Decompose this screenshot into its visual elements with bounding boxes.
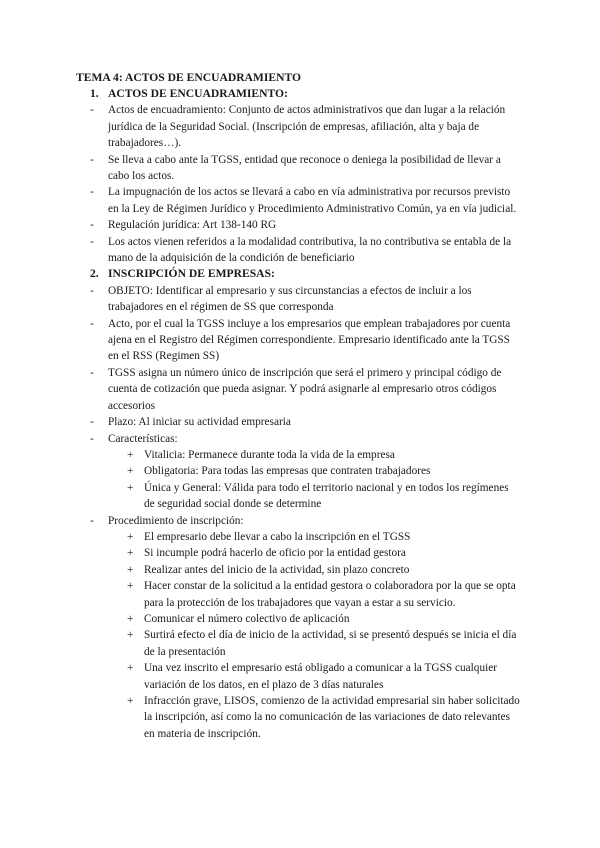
sub-list-item-text: Obligatoria: Para todas las empresas que contraten trabajadores xyxy=(144,465,431,478)
list-item-text: Plazo: Al iniciar su actividad empresaria xyxy=(108,416,291,429)
list-item xyxy=(0,102,520,151)
list-item-text: Se lleva a cabo ante la TGSS, entidad que reconoce o deniega la posibilidad de llevar a cabo los actos. xyxy=(108,153,501,183)
section-number: 1. xyxy=(90,87,99,100)
bullet-dash: - xyxy=(90,219,94,232)
section-heading xyxy=(0,86,600,102)
bullet-plus: + xyxy=(127,662,134,675)
sub-list-item-text: Única y General: Válida para todo el territorio nacional y en todos los regímenes de seguridad social donde se determine xyxy=(144,481,509,511)
section-title: INSCRIPCIÓN DE EMPRESAS: xyxy=(108,267,275,281)
list-item xyxy=(0,316,520,365)
sub-list-item xyxy=(0,562,520,578)
list-item-caracteristicas xyxy=(0,431,520,447)
list-item-text: Actos de encuadramiento: Conjunto de actos administrativos que dan lugar a la relación jurídica de la Seguridad Social. (Inscripción de empresas, afiliación, alta y baja de trabajadores…). xyxy=(108,104,506,150)
section-actos-encuadramiento xyxy=(0,86,600,742)
list-item-text: Procedimiento de inscripción: xyxy=(108,514,244,527)
bullet-dash: - xyxy=(90,235,94,248)
list-item-text: La impugnación de los actos se llevará a cabo en vía administrativa por recursos previsto en la Ley de Régimen Jurídico y Procedimiento Administrativo Común, ya en vía judicial. xyxy=(108,186,517,215)
sub-list-item-text: El empresario debe llevar a cabo la inscripción en el TGSS xyxy=(144,530,411,543)
bullet-dash: - xyxy=(90,416,94,429)
bullet-plus: + xyxy=(127,481,134,494)
sub-list-item xyxy=(0,447,520,463)
section-heading xyxy=(0,266,600,282)
list-item-text: TGSS asigna un número único de inscripción que será el primero y principal código de cuenta de cotización que pueda asignar. Y podrá asignarle al empresario otros códigos accesorios xyxy=(108,366,502,412)
bullet-dash: - xyxy=(90,153,94,166)
bullet-dash: - xyxy=(90,104,94,117)
bullet-plus: + xyxy=(127,448,134,461)
sub-list-item xyxy=(0,480,520,513)
bullet-dash: - xyxy=(90,186,94,199)
sub-list-item-text: Infracción grave, LISOS, comienzo de la actividad empresarial sin haber solicitado la inscripción, así como la no comunicación de las variaciones de dato relevantes en materia de inscripción. xyxy=(144,695,520,740)
bullet-dash: - xyxy=(90,317,94,330)
sub-list-item xyxy=(0,611,520,627)
sub-list-item xyxy=(0,693,520,742)
sub-list-item-text: Una vez inscrito el empresario está obligado a comunicar a la TGSS cualquier variación de los datos, en el plazo de 3 días naturales xyxy=(144,662,498,691)
bullet-dash: - xyxy=(90,432,94,445)
list-item-text: Características: xyxy=(108,432,178,445)
sub-list-item xyxy=(0,627,520,660)
list-item xyxy=(0,184,520,217)
sub-list-item-text: Comunicar el número colectivo de aplicación xyxy=(144,612,350,625)
bullet-plus: + xyxy=(127,612,134,625)
bullet-dash: - xyxy=(90,366,94,379)
sub-list-item xyxy=(0,660,520,693)
section-number: 2. xyxy=(90,267,99,281)
bullet-plus: + xyxy=(127,530,134,543)
bullet-plus: + xyxy=(127,547,134,560)
list-item xyxy=(0,234,520,267)
list-item-text: Regulación jurídica: Art 138-140 RG xyxy=(108,219,277,232)
sub-list-item xyxy=(0,545,520,561)
sub-list-item-text: Si incumple podrá hacerlo de oficio por la entidad gestora xyxy=(144,547,406,560)
document-title: TEMA 4: ACTOS DE ENCUADRAMIENTO xyxy=(76,71,302,84)
sub-list-item-text: Surtirá efecto el día de inicio de la actividad, si se presentó después se inicia el día de la presentación xyxy=(144,629,517,658)
bullet-plus: + xyxy=(127,695,134,707)
bullet-plus: + xyxy=(127,629,134,642)
list-item xyxy=(0,414,520,430)
bullet-dash: - xyxy=(90,284,94,297)
bullet-plus: + xyxy=(127,563,134,576)
sub-list-item xyxy=(0,578,520,611)
list-item-text: OBJETO: Identificar al empresario y sus circunstancias a efectos de incluir a los trabajadores en el régimen de SS que corresponda xyxy=(108,284,472,314)
sub-list-item xyxy=(0,529,520,545)
sub-list-item xyxy=(0,463,520,479)
bullet-plus: + xyxy=(127,580,134,593)
list-item xyxy=(0,152,520,185)
sub-list-item-text: Hacer constar de la solicitud a la entidad gestora o colaboradora por la que se opta para la protección de los trabajadores que vayan a estar a su servicio. xyxy=(144,580,516,609)
sub-list-item-text: Realizar antes del inicio de la actividad, sin plazo concreto xyxy=(144,563,410,576)
list-item xyxy=(0,365,520,414)
list-item xyxy=(0,283,520,316)
list-item-text: Los actos vienen referidos a la modalidad contributiva, la no contributiva se entabla de la mano de la adquisición de la condición de beneficiario xyxy=(108,235,512,265)
list-item xyxy=(0,217,520,233)
sub-list-item-text: Vitalicia: Permanece durante toda la vida de la empresa xyxy=(144,448,395,461)
section-title: ACTOS DE ENCUADRAMIENTO: xyxy=(108,87,288,100)
bullet-plus: + xyxy=(127,465,134,478)
bullet-dash: - xyxy=(90,514,94,527)
list-item-procedimiento xyxy=(0,513,520,529)
list-item-text: Acto, por el cual la TGSS incluye a los empresarios que emplean trabajadores por cuenta ajena en el Registro del Régimen correspondiente. Empresario identificado ante la TGSS en el RSS (Regimen SS) xyxy=(108,317,511,363)
